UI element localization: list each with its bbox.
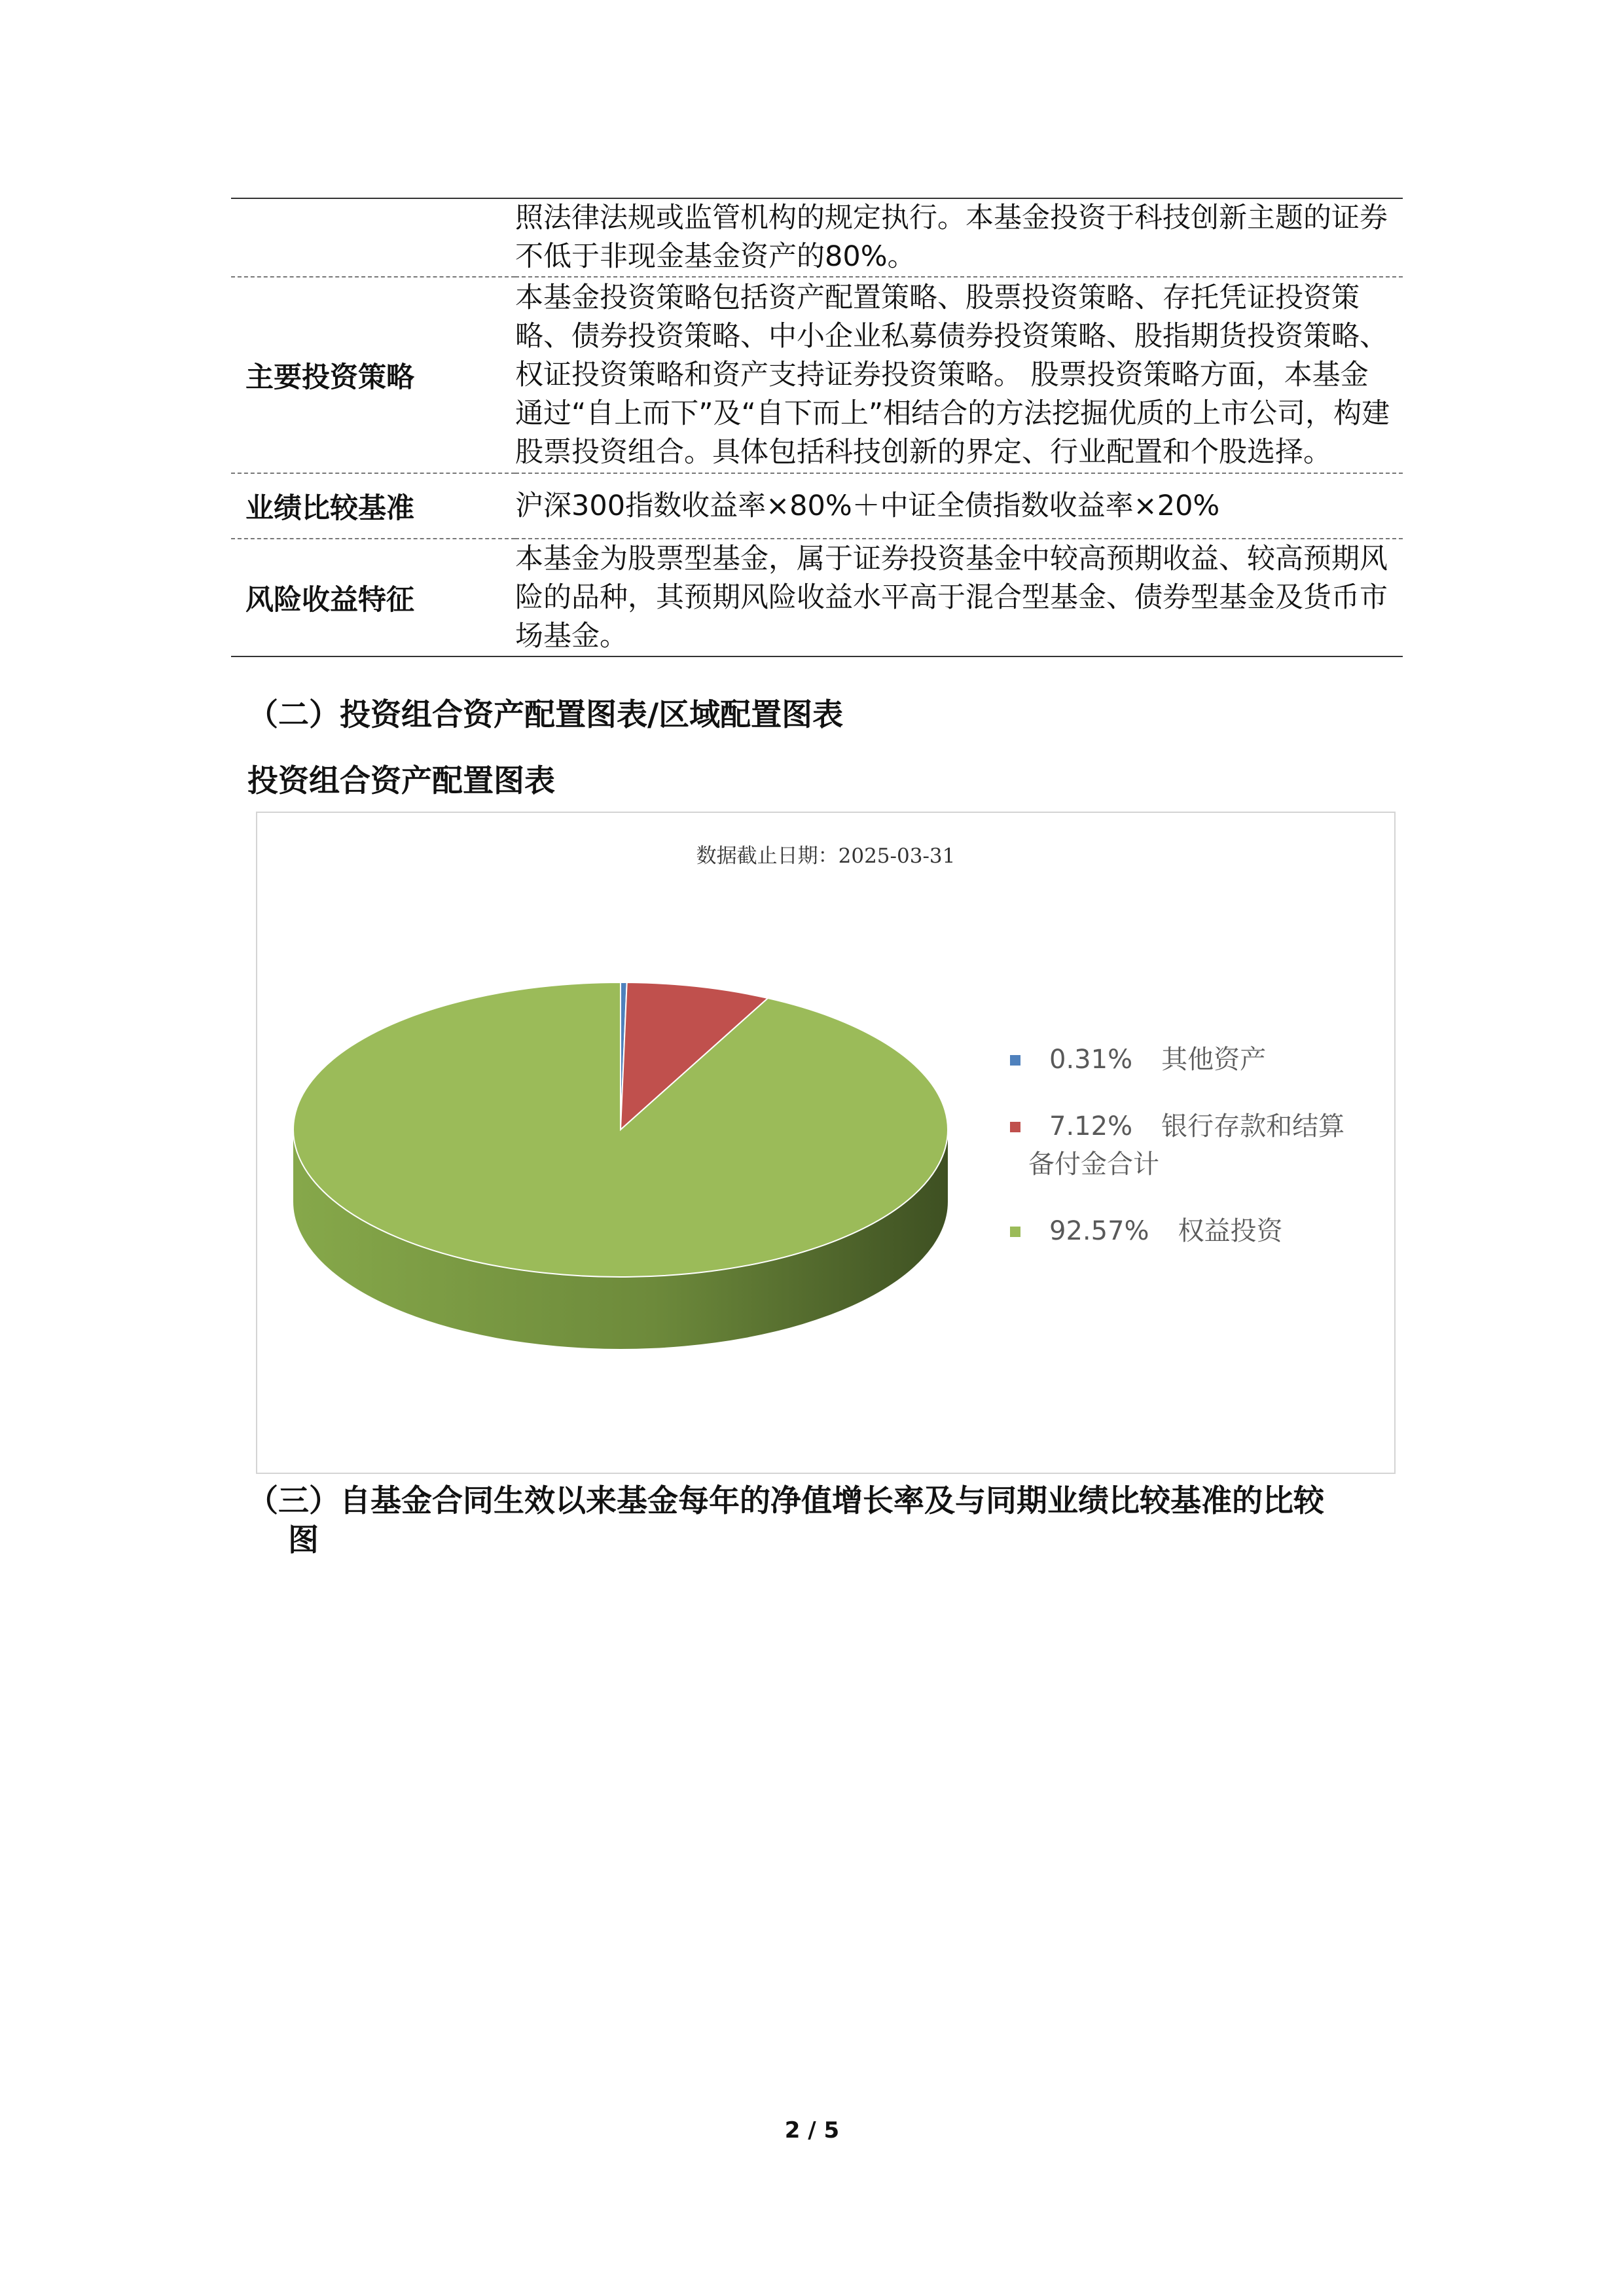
row-content: 沪深300指数收益率×80%＋中证全债指数收益率×20%: [515, 473, 1403, 539]
table-row: [231, 473, 1403, 539]
legend-swatch: [1010, 1055, 1020, 1066]
row-content: 本基金为股票型基金，属于证券投资基金中较高预期收益、较高预期风险的品种，其预期风险收益水平高于混合型基金、债券型基金及货币市场基金。: [515, 539, 1403, 656]
legend-label-continued: 备付金合计: [1028, 1149, 1159, 1179]
row-content: 照法律法规或监管机构的规定执行。本基金投资于科技创新主题的证券不低于非现金基金资产的80%。: [515, 198, 1403, 277]
table-row: [231, 539, 1403, 656]
row-label: 风险收益特征: [231, 539, 515, 656]
table-row: [231, 277, 1403, 473]
pie-slice: [293, 982, 948, 1277]
legend-label: 银行存款和结算: [1161, 1111, 1345, 1141]
fund-info-table: [231, 198, 1403, 657]
legend-item: [1010, 1212, 1377, 1250]
asset-allocation-chart: [256, 812, 1396, 1474]
legend-percent: 0.31%: [1049, 1045, 1133, 1075]
section-subheading: 投资组合资产配置图表: [247, 763, 555, 799]
legend-percent: 92.57%: [1049, 1216, 1149, 1246]
legend-label: 其他资产: [1161, 1045, 1267, 1075]
section-heading-text: （三）自基金合同生效以来基金每年的净值增长率及与同期业绩比较基准的比较: [247, 1483, 1324, 1519]
legend-item: [1010, 1107, 1377, 1183]
legend-percent: 7.12%: [1049, 1111, 1133, 1141]
section-heading: [247, 1482, 1413, 1560]
chart-legend: [1010, 1041, 1377, 1279]
section-heading: （二）投资组合资产配置图表/区域配置图表: [247, 697, 844, 733]
legend-swatch: [1010, 1227, 1020, 1237]
section-heading-text-continued: 图: [288, 1522, 319, 1558]
row-label: 主要投资策略: [231, 277, 515, 473]
row-label: [231, 198, 515, 277]
table-row: [231, 198, 1403, 277]
row-label: 业绩比较基准: [231, 473, 515, 539]
page-number: 2 / 5: [784, 2117, 840, 2144]
legend-label: 权益投资: [1178, 1216, 1283, 1246]
row-content: 本基金投资策略包括资产配置策略、股票投资策略、存托凭证投资策略、债券投资策略、中小企业私募债券投资策略、股指期货投资策略、权证投资策略和资产支持证券投资策略。 股票投资策略方面，本基金通过“自上而下”及“自下而上”相结合的方法挖掘优质的上市公司，构建股票投资组合。具体包括科技创新的界定、行业配置和个股选择。: [515, 277, 1403, 473]
legend-item: [1010, 1041, 1377, 1079]
legend-swatch: [1010, 1122, 1020, 1132]
chart-title: 数据截止日期：2025-03-31: [696, 844, 956, 868]
